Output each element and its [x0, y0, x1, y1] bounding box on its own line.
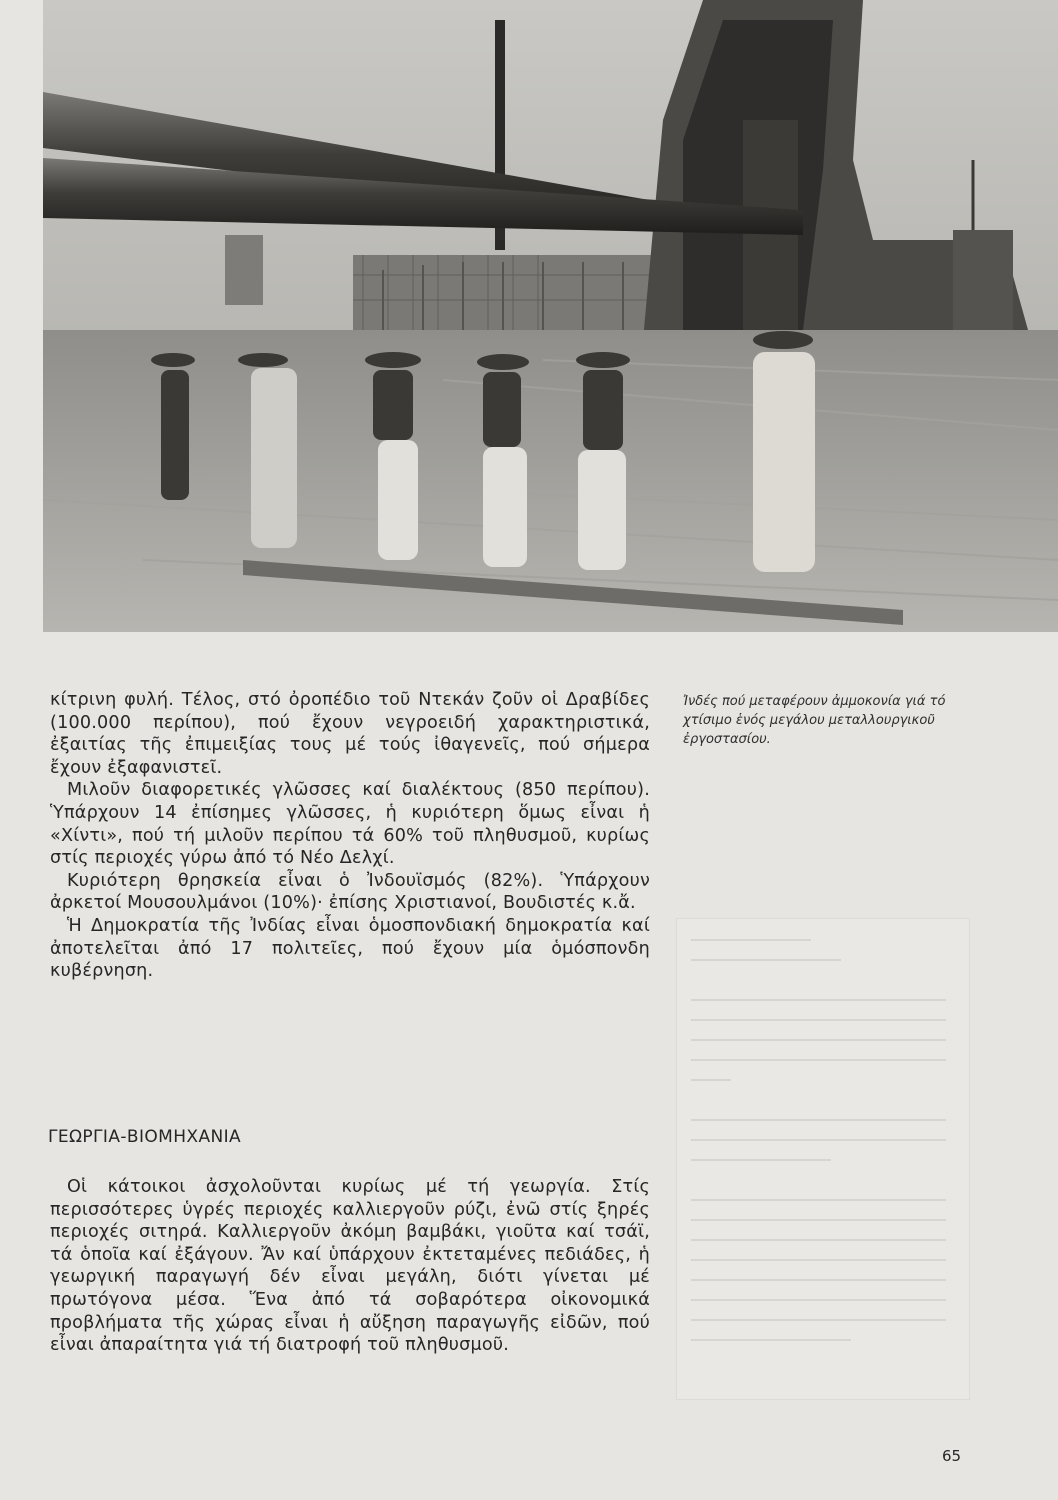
paragraph: κίτρινη φυλή. Τέλος, στό ὀροπέδιο τοῦ Ντεκάν ζοῦν οἱ Δραβίδες (100.000 περίπου), πού ἔχουν νεγροειδή χαρακτηριστικά, ἐξαιτίας τῆς ἐπιμειξίας τους μέ τούς ἰθαγενεῖς, πού σήμερα ἔχουν ἐξαφανιστεῖ. [50, 690, 650, 778]
faded-line [691, 999, 946, 1001]
body-text-top [50, 689, 650, 983]
faded-line [691, 1159, 831, 1161]
faded-line [691, 1259, 946, 1261]
faded-line [691, 1239, 946, 1241]
faded-line [691, 1279, 946, 1281]
photo-caption: Ἰνδές πού μεταφέρουν ἀμμοκονία γιά τό χτίσιμο ἑνός μεγάλου μεταλλουργικοῦ ἐργοστασίου. [683, 694, 946, 747]
section-heading: ΓΕΩΡΓΙΑ-ΒΙΟΜΗΧΑΝΙΑ [48, 1127, 242, 1147]
faded-line [691, 1319, 946, 1321]
paragraph: Οἱ κάτοικοι ἀσχολοῦνται κυρίως μέ τή γεωργία. Στίς περισσότερες ὑγρές περιοχές καλλιεργοῦν ρύζι, ἐνῶ στίς ξηρές περιοχές σιτηρά. Καλλιεργοῦν ἀκόμη βαμβάκι, γιοῦτα καί τσάϊ, τά ὁποῖα καί ἐξάγουν. Ἄν καί ὑπάρχουν ἐκτεταμένες πεδιάδες, ἡ γεωργική παραγωγή δέν εἶναι μεγάλη, διότι γίνεται μέ πρωτόγονα μέσα. Ἕνα ἀπό τά σοβαρότερα οἰκονομικά προβλήματα τῆς χώρας εἶναι ἡ αὔξηση παραγωγῆς εἰδῶν, πού εἶναι ἀπαραίτητα γιά τή διατροφή τοῦ πληθυσμοῦ. [50, 1177, 650, 1356]
steel-plant-workers-photo [43, 0, 1058, 632]
faded-line [691, 1219, 946, 1221]
paragraph: Ἡ Δημοκρατία τῆς Ἰνδίας εἶναι ὁμοσπονδιακή δημοκρατία καί ἀποτελεῖται ἀπό 17 πολιτεῖες, πού ἔχουν μία ὁμόσπονδη κυβέρνηση. [50, 915, 650, 982]
faded-line [691, 1039, 946, 1041]
paragraph: Μιλοῦν διαφορετικές γλῶσσες καί διαλέκτους (850 περίπου). Ὑπάρχουν 14 ἐπίσημες γλῶσσες, ἡ κυριότερη ὅμως εἶναι ἡ «Χίντι», πού τή μιλοῦν περίπου τά 60% τοῦ πληθυσμοῦ, κυρίως στίς περιοχές γύρω ἀπό τό Νέο Δελχί. [50, 780, 650, 869]
paragraph: Κυριότερη θρησκεία εἶναι ὁ Ἰνδουϊσμός (82%). Ὑπάρχουν ἀρκετοί Μουσουλμάνοι (10%)· ἐπίσης Χριστιανοί, Βουδιστές κ.ἄ. [50, 870, 650, 914]
page-number: 65 [942, 1447, 962, 1465]
faded-line [691, 1079, 731, 1081]
photograph [43, 0, 1058, 632]
faded-line [691, 1019, 946, 1021]
faded-line [691, 1339, 851, 1341]
faded-line [691, 1139, 946, 1141]
body-text-bottom [50, 1176, 650, 1357]
faded-line [691, 939, 811, 941]
faded-line [691, 1119, 946, 1121]
faded-line [691, 959, 841, 961]
faded-sidebar-box [676, 918, 970, 1400]
faded-line [691, 1199, 946, 1201]
faded-line [691, 1059, 946, 1061]
faded-line [691, 1299, 946, 1301]
